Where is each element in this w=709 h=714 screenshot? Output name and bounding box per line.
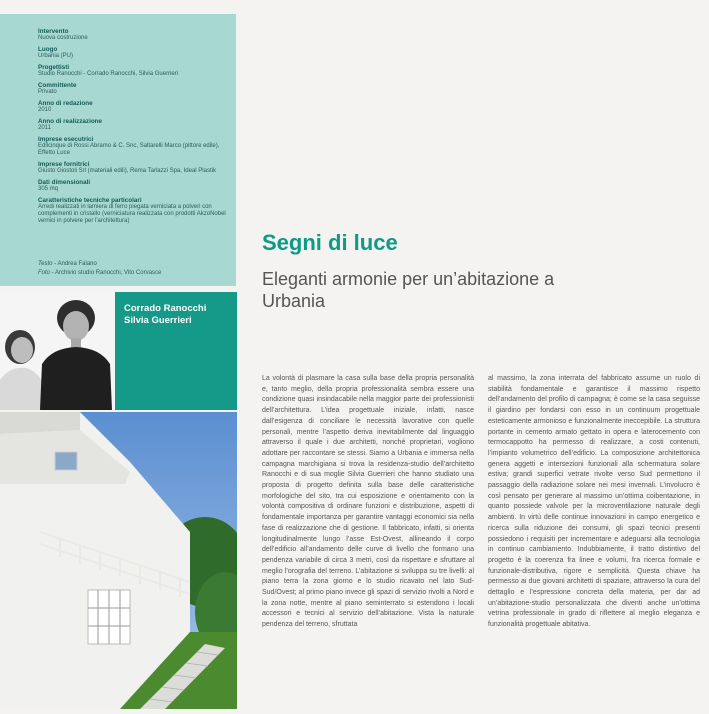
credit-label: Committente (38, 82, 77, 89)
project-credits-panel (0, 14, 236, 286)
credit-label: Anno di redazione (38, 100, 93, 107)
top-strip (0, 0, 709, 6)
author-name-1: Corrado Ranocchi (124, 303, 207, 314)
credits-signature (38, 260, 232, 278)
credit-label: Anno di realizzazione (38, 118, 103, 125)
text-credit-value: - Andrea Falano (52, 261, 97, 267)
text-credit (38, 260, 232, 269)
credit-label: Caratteristiche tecniche particolari (38, 197, 142, 204)
house-exterior-image (0, 412, 237, 709)
credit-label: Luogo (38, 46, 58, 53)
credit-item (38, 46, 232, 60)
credit-value: Studio Ranocchi - Corrado Ranocchi, Silvia Guerrieri (38, 71, 179, 77)
photo-credit (38, 269, 232, 278)
credit-label: Intervento (38, 28, 69, 35)
authors-names (124, 303, 206, 327)
credit-item (38, 197, 232, 225)
author-name-2: Silvia Guerrieri (124, 315, 192, 326)
building-photo (0, 412, 237, 709)
credit-item (38, 64, 232, 78)
credit-value: Privato (38, 89, 57, 95)
photo-credit-label: Foto (38, 270, 51, 276)
credit-item (38, 161, 232, 175)
authors-portrait-image (0, 292, 115, 410)
credit-value: Giusto Giostoli Srl (materiali edili), Rema Tarlazzi Spa, Ideal Plastik (38, 168, 216, 174)
credit-value: Edilcinque di Rossi Abramo & C. Snc, Saltarelli Marco (pittore edile), Effetto Luce (38, 143, 220, 156)
credit-item (38, 82, 232, 96)
authors-name-box (115, 292, 237, 410)
article-column-1: La volontà di plasmare la casa sulla base della propria personalità e, tanto meglio, della propria professionalità sembra essere una condizione quasi insindacabile nella maggior parte dei professionisti dell’architettura. L’idea progettuale iniziale, infatti, nasce dall’esigenza di conciliare le necessità lavorative con quelle personali, mentre l’aspetto deriva inevitabilmente dal linguaggio attraverso il quale i due architetti, nonché proprietari, vogliono adottare per raccontare se stessi. Siamo a Urbania e immersa nella campagna marchigiana si trova la residenza-studio dell’architetto Ranocchi e di sua moglie Silvia Guerrieri che hanno studiato una proposta di progetto definita sulla base delle caratteristiche morfologiche del sito, tra cui esposizione e orientamento con la volontà compositiva di ordinare funzioni e distribuzione, aspetti di fondamentale importanza per garantire vantaggi economici sia nella fase di realizzazione che di gestione. Il fabbricato, infatti, si orienta longitudinalmente lungo l’asse Est-Ovest, allineando il corpo dell’edificio all’andamento delle curve di livello che formano una pendenza variabile di circa 3 metri, così da rispettare e sfruttare al meglio l’orografia del terreno. L’abitazione si sviluppa su tre livelli: al piano terra la zona giorno e lo studio ricavato nel lato Sud-Sud/Ovest; al primo piano invece gli spazi di servizio rivolti a Nord e la zona notte, mentre al piano seminterrato si estendono i locali accessori e tecnici al servizio dell’abitazione. Vista la naturale pendenza del terreno, sfruttata (262, 375, 474, 629)
article-column-2: al massimo, la zona interrata del fabbricato assume un ruolo di stabilità fondamentale e garantisce il massimo rispetto dell’andamento del profilo di campagna; è come se la casa seguisse il giardino per fondarsi con esso in un continuum progettuale esteticamente armonioso e funzionalmente ineccepibile. La struttura portante in cemento armato gettato in opera e laterocemento con termocappotto ha permesso di realizzare, a costi contenuti, l’impianto volumetrico dell’edificio. La composizione architettonica genera aggetti e intersezioni funzionali alla schermatura solare estiva; grandi superfici vetrate rivolte verso Sud permettono il passaggio della radiazione solare nei mesi invernali. L’involucro è così pensato per generare al massimo un’ottima coibentazione, in quanto possiede valvole per la microventilazione naturale degli ambienti. In virtù delle continue innovazioni in campo energetico e ricerca sulla riduzione dei consumi, gli spazi tecnici presenti possiedono i requisiti per incrementare e adeguarsi alla tecnologia in continuo cambiamento. Indubbiamente, il tratto distintivo del progetto è la coerenza fra linee e volumi, fra ricerca formale e funzionale-distributiva, rigore e semplicità. Questa chiave ha permesso ai due giovani architetti di spaziare, attraverso la cura del dettaglio e l’espressione concreta della materia, per dar ad un’abitazione-studio personalizzata che diventi anche un’ottima vetrina professionale in grado di riflettere al meglio eleganza e funzionalità progettuale abitativa. (488, 375, 700, 629)
article-subtitle: Eleganti armonie per un’abitazione a Urbania (262, 269, 555, 311)
credit-label: Imprese fornitrici (38, 161, 90, 168)
credit-label: Imprese esecutrici (38, 136, 94, 143)
article-title: Segni di luce (262, 230, 398, 255)
credit-item (38, 118, 232, 132)
credit-value: Nuova costruzione (38, 35, 88, 41)
credit-value: 2010 (38, 107, 52, 113)
credit-label: Dati dimensionali (38, 179, 91, 186)
credit-label: Progettisti (38, 64, 70, 71)
credit-item (38, 100, 232, 114)
credits-list (38, 28, 232, 229)
photo-credit-value: - Archivio studio Ranocchi, Vito Corvasce (50, 270, 162, 276)
text-credit-label: Testo (38, 261, 53, 267)
credit-item (38, 28, 232, 42)
credit-item (38, 136, 232, 157)
credit-value: Arredi realizzati in lamiera di ferro piegata verniciata a polveri con complementi in cristallo (verniciatura realizzata con prodotti AkzoNobel vernici in polvere per l'architettura) (38, 204, 226, 224)
credit-value: 2011 (38, 125, 51, 131)
credit-item (38, 179, 232, 193)
credit-value: 305 mq (38, 186, 59, 192)
credit-value: Urbania (PU) (38, 53, 74, 59)
authors-photo (0, 292, 115, 410)
